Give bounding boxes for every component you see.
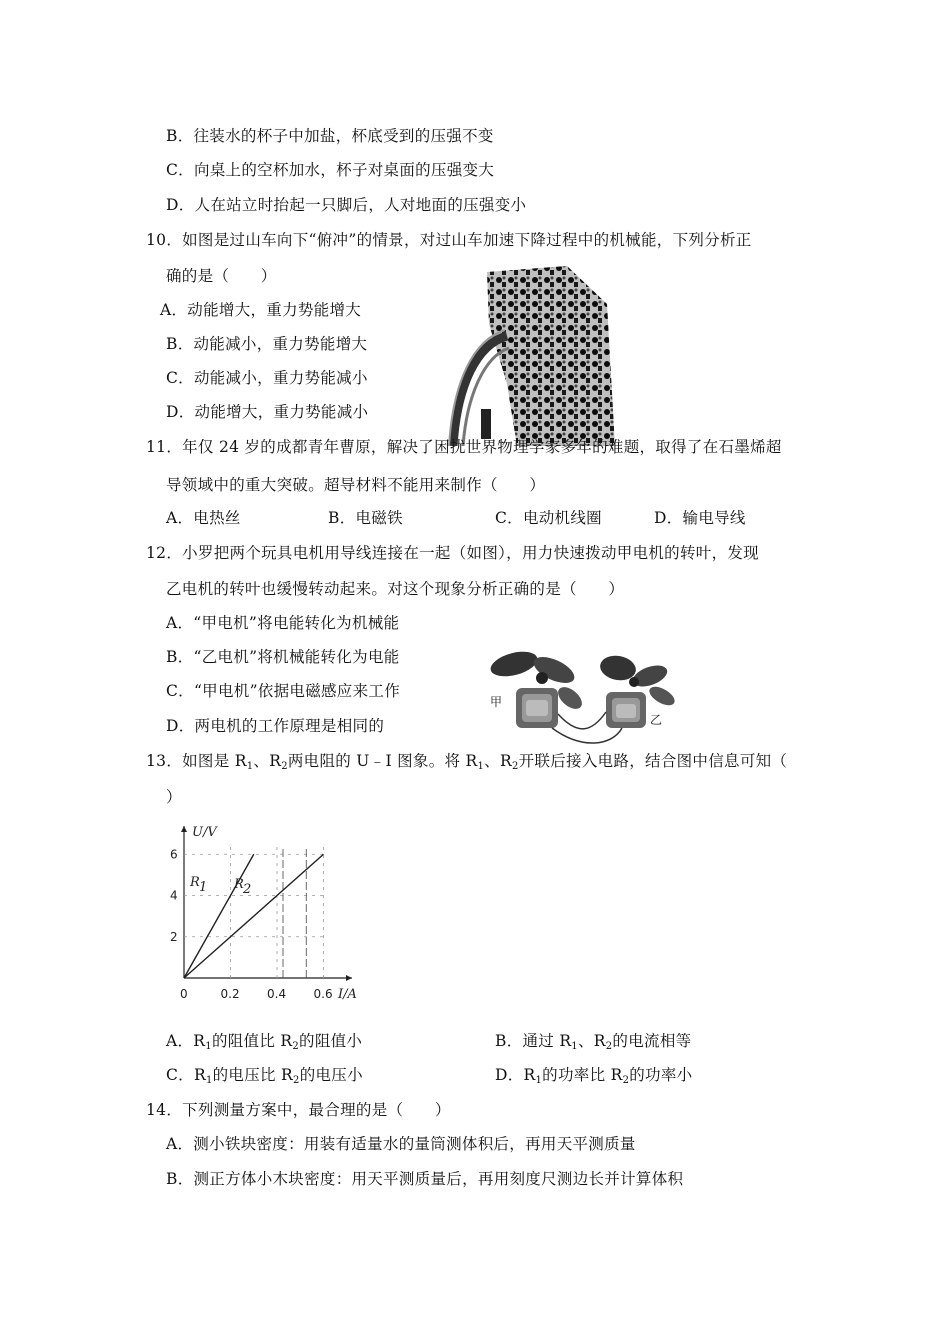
q11-option-b: B．电磁铁 [328, 509, 403, 527]
q12-option-b: B．“乙电机”将机械能转化为电能 [166, 648, 400, 666]
motor-label-yi: 乙 [650, 713, 663, 727]
series-line-r2 [184, 854, 324, 978]
q14-option-b: B．测正方体小木块密度：用天平测质量后，再用刻度尺测边长并计算体积 [166, 1170, 684, 1188]
q9-option-d: D．人在站立时抬起一只脚后，人对地面的压强变小 [166, 196, 527, 214]
y-tick-label: 4 [170, 888, 178, 903]
x-axis-arrow [346, 975, 352, 981]
roller-coaster-photo [447, 264, 615, 446]
q13-option-c: C．$R_1$的电压比 $R_2$的电压小 [166, 1066, 363, 1086]
q13-stem-line2: ） [166, 788, 182, 806]
q10-option-c: C．动能减小，重力势能减小 [166, 369, 368, 387]
series-label-sub-r1: 1 [199, 880, 208, 895]
q13-option-a: A．$R_1$的阻值比 $R_2$的阻值小 [166, 1032, 363, 1052]
q11-stem-line1: 11．年仅 24 岁的成都青年曹原，解决了困扰世界物理学家多年的难题，取得了在石墨烯超 [146, 438, 782, 456]
q12-option-c: C．“甲电机”依据电磁感应来工作 [166, 682, 401, 700]
q11-stem-line2: 导领域中的重大突破。超导材料不能用来制作（ ） [166, 476, 546, 494]
q11-option-c: C．电动机线圈 [495, 509, 602, 527]
series-label-sub-r2: 2 [243, 882, 252, 897]
q9-option-c: C．向桌上的空杯加水，杯子对桌面的压强变大 [166, 161, 495, 179]
u-i-graph [164, 818, 364, 1004]
series-label-r2: R [234, 877, 244, 892]
y-tick-label: 6 [170, 847, 178, 862]
q14-option-a: A．测小铁块密度：用装有适量水的量筒测体积后，再用天平测质量 [166, 1135, 636, 1153]
q10-option-d: D．动能增大，重力势能减小 [166, 403, 369, 421]
series-line-r1 [184, 854, 254, 978]
q10-stem-line2: 确的是（ ） [166, 267, 277, 285]
q14-stem: 14．下列测量方案中，最合理的是（ ） [146, 1101, 451, 1119]
q10-option-b: B．动能减小，重力势能增大 [166, 335, 368, 353]
q12-stem-line2: 乙电机的转叶也缓慢转动起来。对这个现象分析正确的是（ ） [166, 580, 625, 598]
q12-option-a: A．“甲电机”将电能转化为机械能 [166, 614, 400, 632]
x-tick-label: 0.2 [220, 987, 240, 1001]
y-axis-label: U/V [192, 825, 217, 840]
q12-stem-line1: 12．小罗把两个玩具电机用导线连接在一起（如图），用力快速拨动甲电机的转叶，发现 [146, 544, 759, 562]
series-label-r1: R [190, 875, 200, 890]
motor-label-jia: 甲 [490, 695, 503, 709]
y-tick-label: 2 [170, 929, 178, 944]
q13-option-d: D．$R_1$的功率比 $R_2$的功率小 [495, 1066, 693, 1086]
x-tick-label: 0.6 [313, 987, 333, 1001]
q9-option-b: B．往装水的杯子中加盐，杯底受到的压强不变 [166, 127, 494, 145]
q13-option-b: B．通过 $R_1$、$R_2$的电流相等 [495, 1032, 692, 1052]
y-axis-arrow [181, 826, 187, 832]
q10-option-a: A．动能增大，重力势能增大 [160, 301, 362, 319]
q11-option-a: A．电热丝 [166, 509, 241, 527]
x-tick-label: 0.4 [267, 987, 287, 1001]
x-axis-label: I/A [338, 987, 357, 1002]
x-tick-label: 0 [180, 987, 188, 1001]
toy-motors-photo [482, 646, 694, 754]
q13-stem-line1: 13．如图是 $R_1$、$R_2$两电阻的 U﹣I 图象。将 $R_1$、$R_2$开联后接入电路，结合图中信息可知（ [146, 752, 788, 772]
q10-stem-line1: 10．如图是过山车向下“俯冲”的情景，对过山车加速下降过程中的机械能，下列分析正 [146, 231, 752, 249]
q11-option-d: D．输电导线 [654, 509, 746, 527]
q12-option-d: D．两电机的工作原理是相同的 [166, 717, 385, 735]
